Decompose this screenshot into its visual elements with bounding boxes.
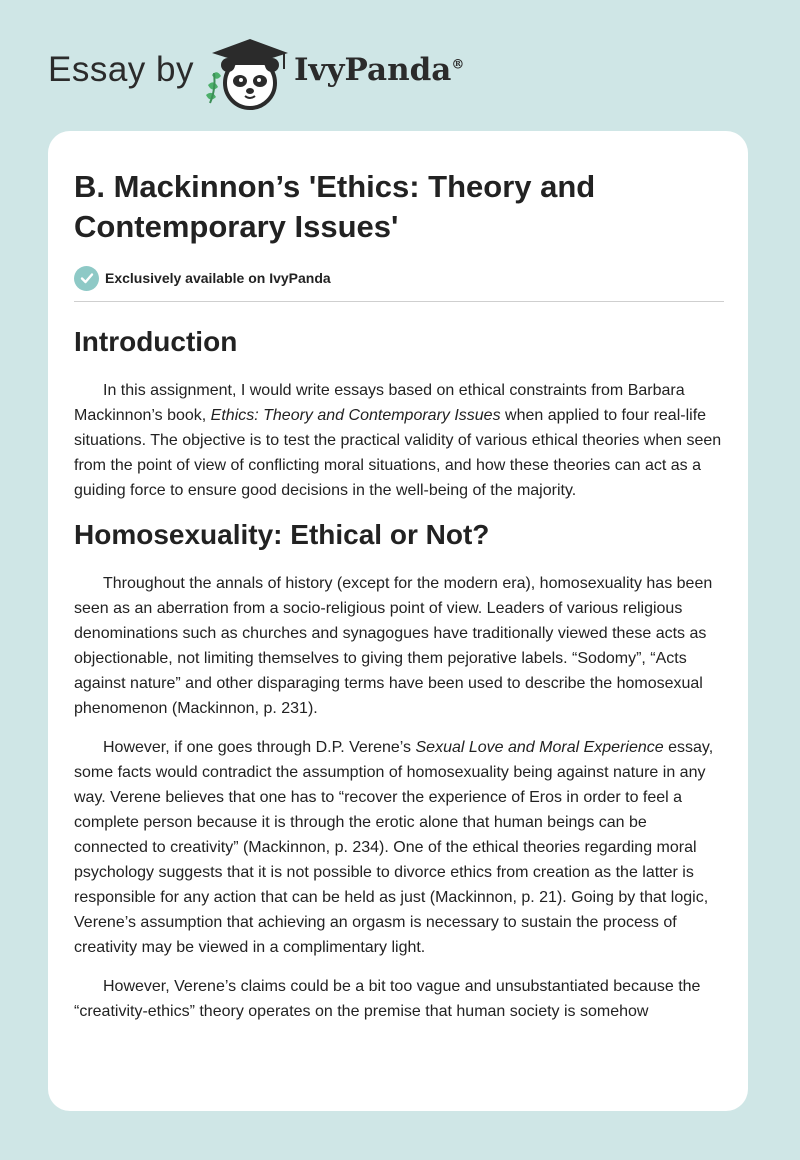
section-heading-homosexuality: Homosexuality: Ethical or Not? [74, 519, 490, 550]
exclusive-badge [74, 265, 724, 291]
essay-card [48, 131, 748, 1111]
essay-by-label: Essay by [48, 50, 194, 89]
essay-reference-title: Sexual Love and Moral Experience [415, 739, 664, 756]
registered-mark: ® [451, 57, 465, 73]
essay-title: B. Mackinnon’s 'Ethics: Theory and Contemporary Issues' [74, 169, 596, 244]
panda-logo-icon[interactable] [200, 33, 292, 111]
ivypanda-wordmark[interactable] [294, 52, 464, 88]
paragraph: Throughout the annals of history (except for the modern era), homosexuality has been seen as an aberration from a socio-religious point of view. Leaders of various religious denominations such as churches and synagogues have traditionally viewed these acts as objectionable, not limiting themselves to giving them pejorative labels. “Sodomy”, “Acts against nature” and other disparaging terms have been used to describe the homosexual phenomenon (Mackinnon, p. 231). [74, 575, 713, 717]
ivypanda-name: IvyPanda [294, 52, 452, 88]
paragraph: In this assignment, I would write essays based on ethical constraints from Barbara Mackinnon’s book, Ethics: Theory and Contemporary Issues when applied to four real-life situations. The objective is to test the practical validity of various ethical theories when seen from the point of view of conflicting moral situations, and how these theories can act as a guiding force to ensure good decisions in the well-being of the majority. [74, 382, 722, 499]
exclusive-label: Exclusively available on IvyPanda [105, 270, 331, 286]
check-icon [74, 266, 99, 291]
paragraph: However, if one goes through D.P. Verene’s Sexual Love and Moral Experience essay, some facts would contradict the assumption of homosexuality being against nature in any way. Verene believes that one has to “recover the experience of Eros in order to feel a complete person because it is through the erotic alone that human beings can be connected to creativity” (Mackinnon, p. 234). One of the ethical theories regarding moral psychology suggests that it is not possible to divorce ethics from creation as the latter is responsible for any action that can be held as just (Mackinnon, p. 21). Going by that logic, Verene’s assumption that achieving an orgasm is necessary to sustain the process of creativity may be viewed in a complimentary light. [74, 739, 714, 956]
section-heading-introduction: Introduction [74, 326, 238, 357]
book-title: Ethics: Theory and Contemporary Issues [210, 407, 501, 424]
paragraph: However, Verene’s claims could be a bit too vague and unsubstantiated because the “creativity-ethics” theory operates on the premise that human society is somehow [74, 978, 701, 1020]
divider [74, 301, 724, 302]
site-header [0, 0, 800, 130]
essay-content [74, 167, 724, 1024]
